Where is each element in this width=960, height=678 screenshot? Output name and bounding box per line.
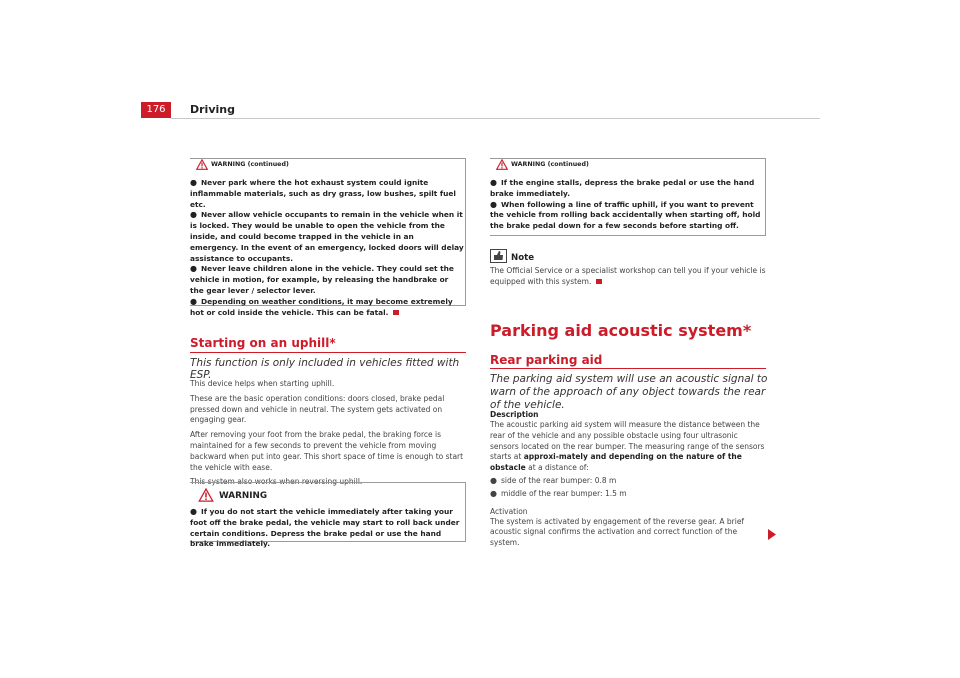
warning-box-uphill <box>190 482 466 549</box>
section-title-rule <box>190 352 466 353</box>
warning-triangle-icon <box>496 159 508 170</box>
warning-label: WARNING <box>219 491 268 501</box>
paragraph: This system also works when reversing uphill. <box>190 477 363 487</box>
warning-continued-label: WARNING (continued) <box>211 161 289 168</box>
warning-bullet: ● If you do not start the vehicle immediately after taking your foot off the brake pedal, the vehicle may start to roll back under certain conditions. Depress the brake pedal or use the hand brake immediately. <box>190 507 460 549</box>
activation-heading: Activation <box>490 506 528 516</box>
page-number: 176 <box>141 102 171 118</box>
section-intro-uphill: This function is only included in vehicles fitted with ESP. <box>190 357 460 381</box>
section-title-rear-parking: Rear parking aid <box>490 353 603 367</box>
activation-text: The system is activated by engagement of the reverse gear. A brief acoustic signal confirms the activation and correct function of the system. <box>490 516 745 548</box>
warning-bullet: ● Never leave children alone in the vehicle. They could set the vehicle in motion, for example, by releasing the handbrake or the gear lever / selector lever. <box>190 264 454 295</box>
paragraph: These are the basic operation conditions: doors closed, brake pedal pressed down and vehicle in neutral. The system gets activated on engaging gear. <box>190 393 445 425</box>
warning-continued-box-left <box>190 158 466 317</box>
rear-parking-body <box>490 409 768 549</box>
list-item: ● side of the rear bumper: 0.8 m <box>490 475 617 485</box>
chapter-title: Parking aid acoustic system* <box>490 321 752 340</box>
warning-bullet: ● If the engine stalls, depress the brake pedal or use the hand brake immediately. <box>490 178 755 198</box>
note-text: The Official Service or a specialist workshop can tell you if your vehicle is equipped with this system. <box>490 266 766 286</box>
description-heading: Description <box>490 410 539 419</box>
continue-arrow-icon <box>768 529 776 540</box>
section-end-mark <box>393 310 399 315</box>
warning-bullet-list <box>490 178 764 232</box>
warning-triangle-icon <box>196 159 208 170</box>
note-label: Note <box>511 253 535 263</box>
section-intro-rear-parking: The parking aid system will use an acoustic signal to warn of the approach of any object towards the rear of the vehicle. <box>490 373 768 411</box>
running-header-title: Driving <box>190 103 235 116</box>
list-item: ● middle of the rear bumper: 1.5 m <box>490 488 627 498</box>
section-end-mark <box>596 279 602 284</box>
header-rule <box>171 118 820 119</box>
paragraph: This device helps when starting uphill. <box>190 379 335 388</box>
warning-continued-box-right <box>490 158 766 236</box>
paragraph: After removing your foot from the brake pedal, the braking force is maintained for a few seconds to prevent the vehicle from moving backward when put into gear. This short space of time is enough to start the vehicle with ease. <box>190 430 464 472</box>
warning-bullet: ● Depending on weather conditions, it may become extremely hot or cold inside the vehicle. This can be fatal. <box>190 296 453 317</box>
warning-bullet-list <box>190 178 464 318</box>
description-text: The acoustic parking aid system will measure the distance between the rear of the vehicle and any possible obstacle using four ultrasonic sensors located on the rear bumper. The measuring range of the sensors starts at approxi-mately and depending on the nature of the obstacle at a distance of: <box>490 420 765 473</box>
warning-bullet: ● When following a line of traffic uphill, if you want to prevent the vehicle from rolling back accidentally when starting off, hold the brake pedal down for a few seconds before starting off. <box>490 199 761 231</box>
warning-bullet: ● Never allow vehicle occupants to remain in the vehicle when it is locked. They would be unable to open the vehicle from the inside, and could become trapped in the vehicle in an emergency. In the event of an emergency, locked doors will delay assistance to occupants. <box>190 210 464 263</box>
note-icon <box>490 249 507 263</box>
warning-continued-label: WARNING (continued) <box>511 161 589 168</box>
warning-bullet: ● Never park where the hot exhaust system could ignite inflammable materials, such as dry grass, low bushes, spilt fuel etc. <box>190 178 456 209</box>
section-title-rule <box>490 368 766 369</box>
warning-triangle-icon <box>198 488 214 502</box>
section-title-uphill: Starting on an uphill* <box>190 336 336 350</box>
uphill-body <box>190 379 468 488</box>
